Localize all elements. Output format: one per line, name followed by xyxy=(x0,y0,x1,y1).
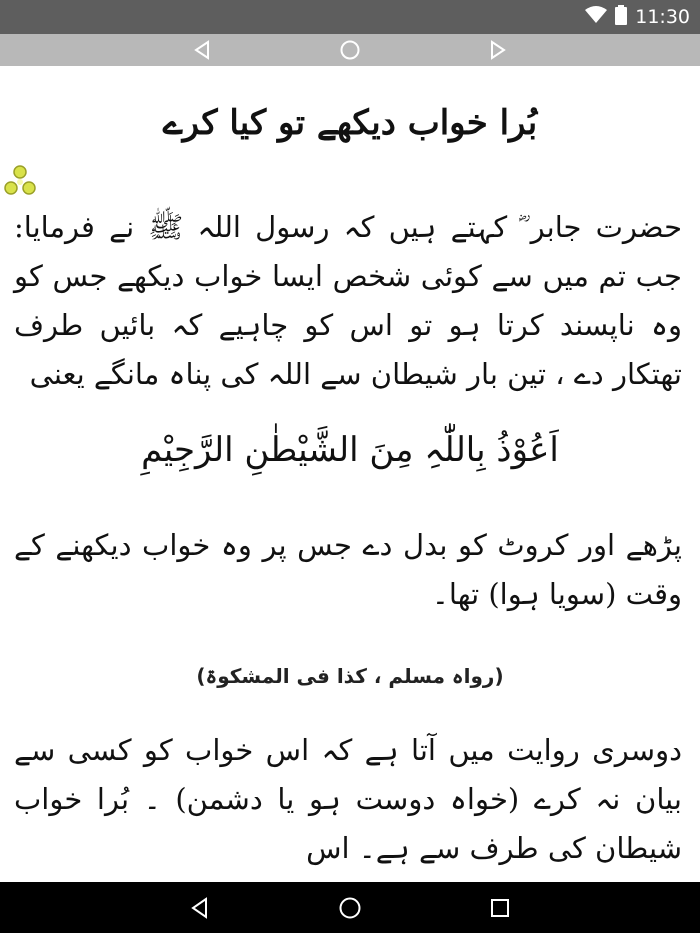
forward-icon[interactable] xyxy=(484,38,512,62)
status-bar xyxy=(0,0,700,34)
recents-icon[interactable] xyxy=(485,893,515,923)
system-navigation-bar xyxy=(0,882,700,933)
reference-citation: (رواہ مسلم ، کذا فی المشکوۃ) xyxy=(196,664,504,688)
home-icon[interactable] xyxy=(336,38,364,62)
paragraph-3: دوسری روایت میں آتا ہے کہ اس خواب کو کسی سے بیان نہ کرے (خواہ دوست ہو یا دشمن) ۔ بُرا خواب شیطان کی طرف سے ہے۔ اس xyxy=(14,733,682,865)
paragraph-2: پڑھے اور کروٹ کو بدل دے جس پر وہ خواب دیکھنے کے وقت (سویا ہوا) تھا۔ xyxy=(14,528,682,611)
back-icon[interactable] xyxy=(185,893,215,923)
status-time: 11:30 xyxy=(635,6,690,28)
back-icon[interactable] xyxy=(188,38,216,62)
flower-icon xyxy=(2,164,38,200)
overlay-navigation xyxy=(0,34,700,67)
home-icon[interactable] xyxy=(335,893,365,923)
article-heading: بُرا خواب دیکھے تو کیا کرے xyxy=(162,103,538,143)
wifi-icon xyxy=(585,6,607,28)
battery-icon xyxy=(615,5,627,29)
status-bar-right xyxy=(585,0,690,34)
paragraph-1: حضرت جابر ؓ کہتے ہیں کہ رسول اللہ ﷺ نے فرمایا: جب تم میں سے کوئی شخص ایسا خواب دیکھے جس کو وہ ناپسند کرتا ہو تو اس کو چاہیے کہ بائیں طرف تھتکار دے ، تین بار شیطان سے اللہ کی پناہ مانگے یعنی xyxy=(14,210,682,391)
article-page[interactable] xyxy=(0,66,700,882)
arabic-verse: اَعُوْذُ بِاللّٰہِ مِنَ الشَّیْطٰنِ الرَّجِیْمِ xyxy=(141,430,559,470)
